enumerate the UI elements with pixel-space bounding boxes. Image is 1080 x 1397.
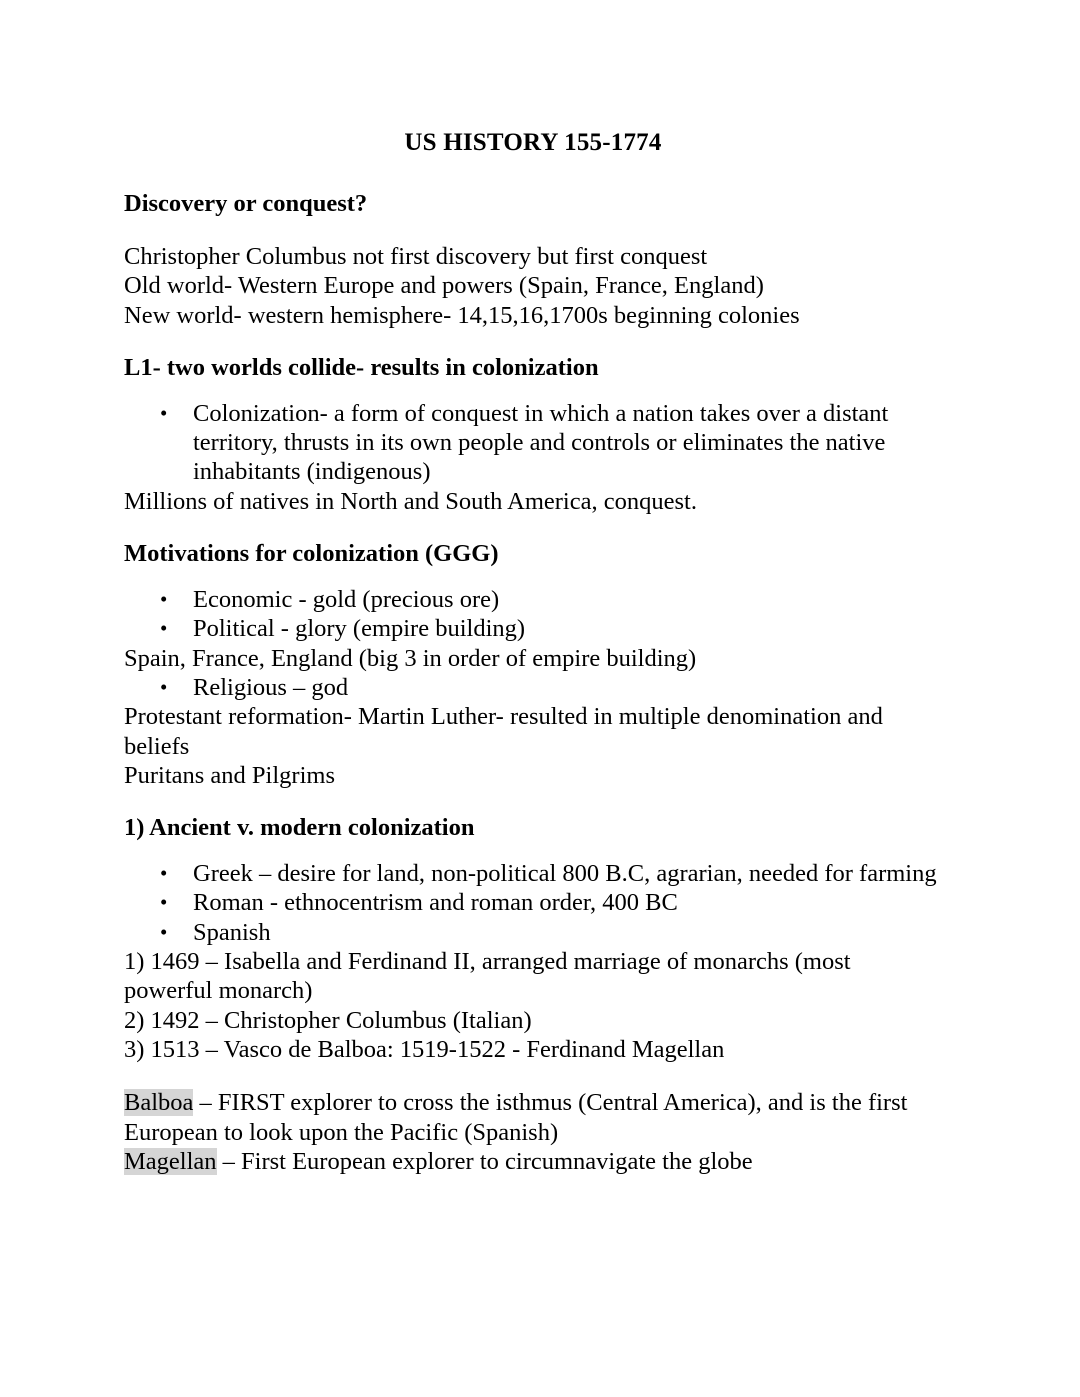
list-item: • Colonization- a form of conquest in which a nation takes over a distant territory, thrusts in its own people and controls or eliminates the native inhabitants (indigenous) xyxy=(124,399,942,487)
heading-motivations-for-colonization: Motivations for colonization (GGG) xyxy=(124,540,499,568)
list-item: • Spanish xyxy=(124,918,942,947)
text-line: New world- western hemisphere- 14,15,16,1700s beginning colonies xyxy=(124,301,800,329)
text-line: 2) 1492 – Christopher Columbus (Italian) xyxy=(124,1006,532,1034)
paragraph-millions-of-natives xyxy=(124,487,942,516)
bullet-list-ancient-modern xyxy=(124,859,942,947)
bullet-list-motivations-second xyxy=(124,673,942,702)
text-line: Millions of natives in North and South America, conquest. xyxy=(124,487,697,515)
text-line: 3) 1513 – Vasco de Balboa: 1519-1522 - Ferdinand Magellan xyxy=(124,1035,725,1063)
page-title: US HISTORY 155-1774 xyxy=(404,129,662,156)
text-line: Protestant reformation- Martin Luther- resulted in multiple denomination and beliefs xyxy=(124,703,883,760)
text-line: Spain, France, England (big 3 in order of empire building) xyxy=(124,644,697,672)
bullet-list-colonization xyxy=(124,399,942,487)
bullet-list-motivations-first xyxy=(124,585,942,644)
list-item: • Religious – god xyxy=(124,673,942,702)
highlighted-term-balboa: Balboa xyxy=(124,1089,194,1117)
text-line: Christopher Columbus not first discovery but first conquest xyxy=(124,243,708,270)
text-line: Puritans and Pilgrims xyxy=(124,761,335,789)
list-item: • Political - glory (empire building) xyxy=(124,614,942,643)
document-body xyxy=(124,0,942,1176)
numbered-list-spanish-timeline xyxy=(124,947,942,1064)
heading-discovery-or-conquest: Discovery or conquest? xyxy=(124,190,368,217)
definition-balboa: – FIRST explorer to cross the isthmus (Central America), and is the first European to look upon the Pacific (Spanish) xyxy=(124,1089,908,1146)
paragraph-protestant-reformation xyxy=(124,702,942,790)
heading-l1-two-worlds-collide: L1- two worlds collide- results in colonization xyxy=(124,353,599,381)
list-item: • Roman - ethnocentrism and roman order, 400 BC xyxy=(124,888,942,917)
text-line: Old world- Western Europe and powers (Spain, France, England) xyxy=(124,272,764,300)
highlighted-term-magellan: Magellan xyxy=(124,1147,217,1175)
paragraph-magellan xyxy=(124,1147,942,1176)
list-item: • Greek – desire for land, non-political 800 B.C, agrarian, needed for farming xyxy=(124,859,942,888)
paragraph-balboa xyxy=(124,1088,942,1147)
list-item: • Economic - gold (precious ore) xyxy=(124,585,942,614)
text-line: 1) 1469 – Isabella and Ferdinand II, arranged marriage of monarchs (most powerful monarch) xyxy=(124,948,851,1005)
paragraph-spain-france-england xyxy=(124,644,942,673)
heading-ancient-v-modern-colonization: 1) Ancient v. modern colonization xyxy=(124,814,475,842)
paragraph-discovery xyxy=(124,242,942,330)
definition-magellan: – First European explorer to circumnavigate the globe xyxy=(216,1147,753,1175)
